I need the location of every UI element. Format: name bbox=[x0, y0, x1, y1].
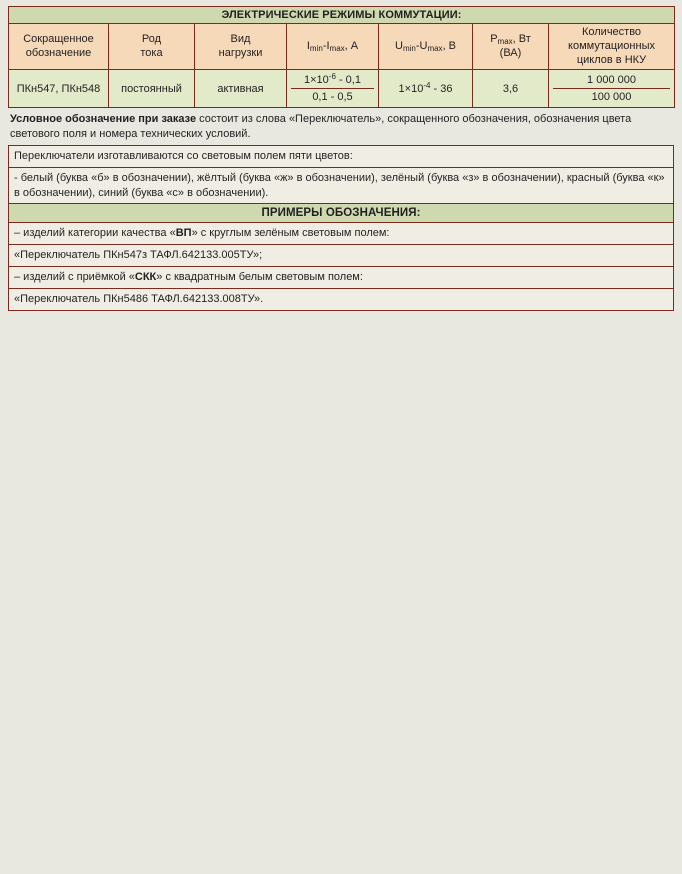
order-designation-intro bbox=[8, 108, 674, 145]
col-header-current-type-line2: тока bbox=[140, 46, 163, 59]
col-header-voltage-range: $U_{min}-U_{max}$, В bbox=[379, 24, 473, 70]
col-header-cycles-line2: коммутационных bbox=[568, 39, 655, 52]
example-vp-code: «Переключатель ПКн547з ТАФЛ.642133.005ТУ»; bbox=[9, 245, 674, 267]
cell-current-range-2: 0,1 - 0,5 bbox=[312, 91, 353, 104]
example-skk-code: «Переключатель ПКн5486 ТАФЛ.642133.008ТУ». bbox=[9, 289, 674, 311]
notes-table bbox=[8, 145, 674, 311]
cell-load-type: активная bbox=[195, 70, 287, 108]
col-header-current-range: $I_{min}-I_{max}$, А bbox=[287, 24, 379, 70]
example-row bbox=[9, 267, 674, 289]
example-skk-bold: СКК bbox=[134, 271, 157, 284]
example-row bbox=[9, 289, 674, 311]
cell-current-type: постоянный bbox=[109, 70, 195, 108]
cell-cycles bbox=[549, 70, 675, 108]
col-header-power-max: $P_{max}$, Вт (ВА) bbox=[473, 24, 549, 70]
cell-cycles-2: 100 000 bbox=[591, 91, 632, 104]
col-header-load-type-line1: Вид bbox=[230, 32, 251, 45]
table-title: ЭЛЕКТРИЧЕСКИЕ РЕЖИМЫ КОММУТАЦИИ: bbox=[9, 7, 675, 24]
col-header-current-type bbox=[109, 24, 195, 70]
example-vp-suffix: » с круглым зелёным световым полем: bbox=[191, 227, 390, 240]
example-vp-bold: ВП bbox=[175, 227, 192, 240]
col-header-cycles bbox=[549, 24, 675, 70]
col-header-designation bbox=[9, 24, 109, 70]
example-skk-suffix: » с квадратным белым световым полем: bbox=[156, 271, 363, 284]
order-designation-intro-bold: Условное обозначение при заказе bbox=[10, 113, 197, 126]
example-row bbox=[9, 245, 674, 267]
col-header-cycles-line1: Количество bbox=[581, 26, 642, 38]
table-title-row bbox=[9, 7, 675, 24]
note-row bbox=[9, 145, 674, 167]
cell-current-ranges bbox=[287, 70, 379, 108]
cell-cycles-1: 1 000 000 bbox=[553, 72, 670, 89]
col-header-designation-line2: обозначение bbox=[25, 46, 92, 59]
col-header-cycles-line3: циклов в НКУ bbox=[576, 53, 647, 66]
order-designation-intro-text: состоит из слова «Переключатель», сокращенного обозначения, обозначения цвета светового поля и номера технических условий. bbox=[10, 113, 632, 141]
examples-title: ПРИМЕРЫ ОБОЗНАЧЕНИЯ: bbox=[9, 204, 674, 223]
cell-voltage-range: $1\times 10^{-4} - 36$ bbox=[379, 70, 473, 108]
table-row bbox=[9, 70, 675, 108]
table-header-row bbox=[9, 24, 675, 70]
col-header-load-type bbox=[195, 24, 287, 70]
example-vp-prefix: – изделий категории качества « bbox=[14, 227, 176, 240]
cell-current-range-1: $1\times 10^{-6} - 0,1$ bbox=[291, 72, 374, 89]
example-skk-description bbox=[9, 267, 674, 289]
note-colors-intro: Переключатели изготавливаются со световым полем пяти цветов: bbox=[9, 145, 674, 167]
cell-power-max: 3,6 bbox=[473, 70, 549, 108]
cell-designation: ПКн547, ПКн548 bbox=[9, 70, 109, 108]
example-skk-prefix: – изделий с приёмкой « bbox=[14, 271, 135, 284]
example-row bbox=[9, 223, 674, 245]
example-vp-description bbox=[9, 223, 674, 245]
switching-modes-table bbox=[8, 6, 675, 108]
note-row bbox=[9, 167, 674, 204]
note-colors-list: - белый (буква «б» в обозначении), жёлтый (буква «ж» в обозначении), зелёный (буква «з» в обозначении), красный (буква «к» в обозначении), синий (буква «с» в обозначении). bbox=[9, 167, 674, 204]
examples-title-row bbox=[9, 204, 674, 223]
col-header-load-type-line2: нагрузки bbox=[218, 46, 263, 59]
col-header-current-type-line1: Род bbox=[141, 32, 162, 45]
col-header-designation-line1: Сокращенное bbox=[23, 32, 94, 45]
